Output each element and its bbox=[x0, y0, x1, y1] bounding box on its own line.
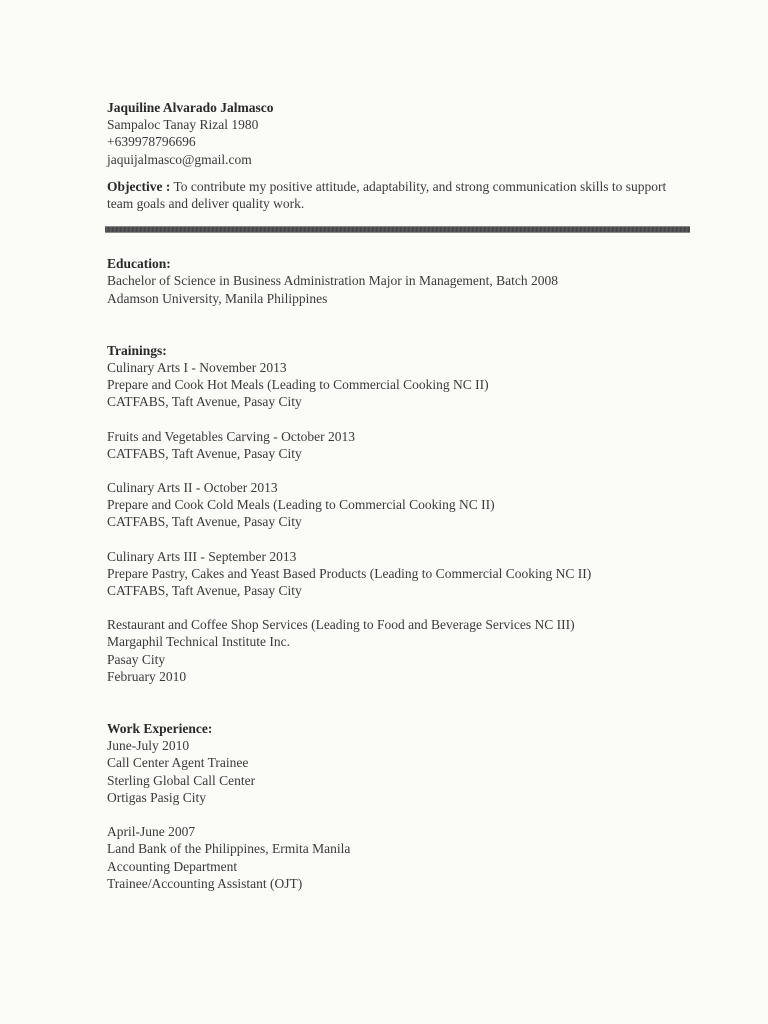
applicant-phone: +639978796696 bbox=[107, 134, 196, 150]
training-title: Culinary Arts III - September 2013 bbox=[107, 548, 297, 564]
trainings-heading: Trainings: bbox=[107, 342, 167, 358]
training-detail: Prepare and Cook Hot Meals (Leading to Commercial Cooking NC II) bbox=[107, 377, 489, 393]
training-entry bbox=[107, 428, 697, 462]
work-employer: Land Bank of the Philippines, Ermita Manila bbox=[107, 841, 351, 857]
contact-block bbox=[107, 99, 697, 168]
work-dates: April-June 2007 bbox=[107, 824, 196, 840]
training-detail: Prepare and Cook Cold Meals (Leading to Commercial Cooking NC II) bbox=[107, 497, 495, 513]
work-experience-section bbox=[107, 720, 697, 892]
education-heading: Education: bbox=[107, 256, 171, 272]
objective-block bbox=[107, 178, 692, 212]
training-entry bbox=[107, 548, 697, 600]
training-detail: Prepare Pastry, Cakes and Yeast Based Products (Leading to Commercial Cooking NC II) bbox=[107, 565, 592, 581]
training-location: CATFABS, Taft Avenue, Pasay City bbox=[107, 445, 302, 461]
work-entry bbox=[107, 737, 697, 806]
work-entry bbox=[107, 823, 697, 892]
training-location: CATFABS, Taft Avenue, Pasay City bbox=[107, 394, 302, 410]
applicant-address: Sampaloc Tanay Rizal 1980 bbox=[107, 117, 259, 133]
training-location: CATFABS, Taft Avenue, Pasay City bbox=[107, 583, 302, 599]
work-experience-heading: Work Experience: bbox=[107, 721, 213, 737]
section-divider bbox=[105, 226, 690, 233]
resume-document bbox=[107, 99, 697, 892]
training-title: Culinary Arts II - October 2013 bbox=[107, 480, 278, 496]
training-title: Restaurant and Coffee Shop Services (Leading to Food and Beverage Services NC III) bbox=[107, 617, 575, 633]
training-title: Fruits and Vegetables Carving - October 2013 bbox=[107, 428, 355, 444]
applicant-name: Jaquiline Alvarado Jalmasco bbox=[107, 100, 274, 115]
education-section bbox=[107, 255, 697, 307]
work-position: Trainee/Accounting Assistant (OJT) bbox=[107, 875, 303, 891]
training-location: CATFABS, Taft Avenue, Pasay City bbox=[107, 514, 302, 530]
objective-label: Objective : bbox=[107, 178, 171, 194]
work-location: Ortigas Pasig City bbox=[107, 789, 207, 805]
work-employer: Sterling Global Call Center bbox=[107, 772, 256, 788]
trainings-section bbox=[107, 342, 697, 685]
training-entry bbox=[107, 359, 697, 411]
applicant-email: jaquijalmasco@gmail.com bbox=[107, 151, 252, 167]
training-location: Pasay City bbox=[107, 651, 166, 667]
training-entry bbox=[107, 616, 697, 685]
training-institute: Margaphil Technical Institute Inc. bbox=[107, 634, 291, 650]
education-school: Adamson University, Manila Philippines bbox=[107, 290, 328, 306]
objective-text: To contribute my positive attitude, adaptability, and strong communication skills to support team goals and deliver quality work. bbox=[107, 178, 667, 212]
education-degree: Bachelor of Science in Business Administration Major in Management, Batch 2008 bbox=[107, 273, 559, 289]
work-position: Call Center Agent Trainee bbox=[107, 755, 249, 771]
training-title: Culinary Arts I - November 2013 bbox=[107, 360, 287, 376]
work-department: Accounting Department bbox=[107, 858, 238, 874]
training-entry bbox=[107, 479, 697, 531]
training-date: February 2010 bbox=[107, 668, 187, 684]
work-dates: June-July 2010 bbox=[107, 738, 190, 754]
